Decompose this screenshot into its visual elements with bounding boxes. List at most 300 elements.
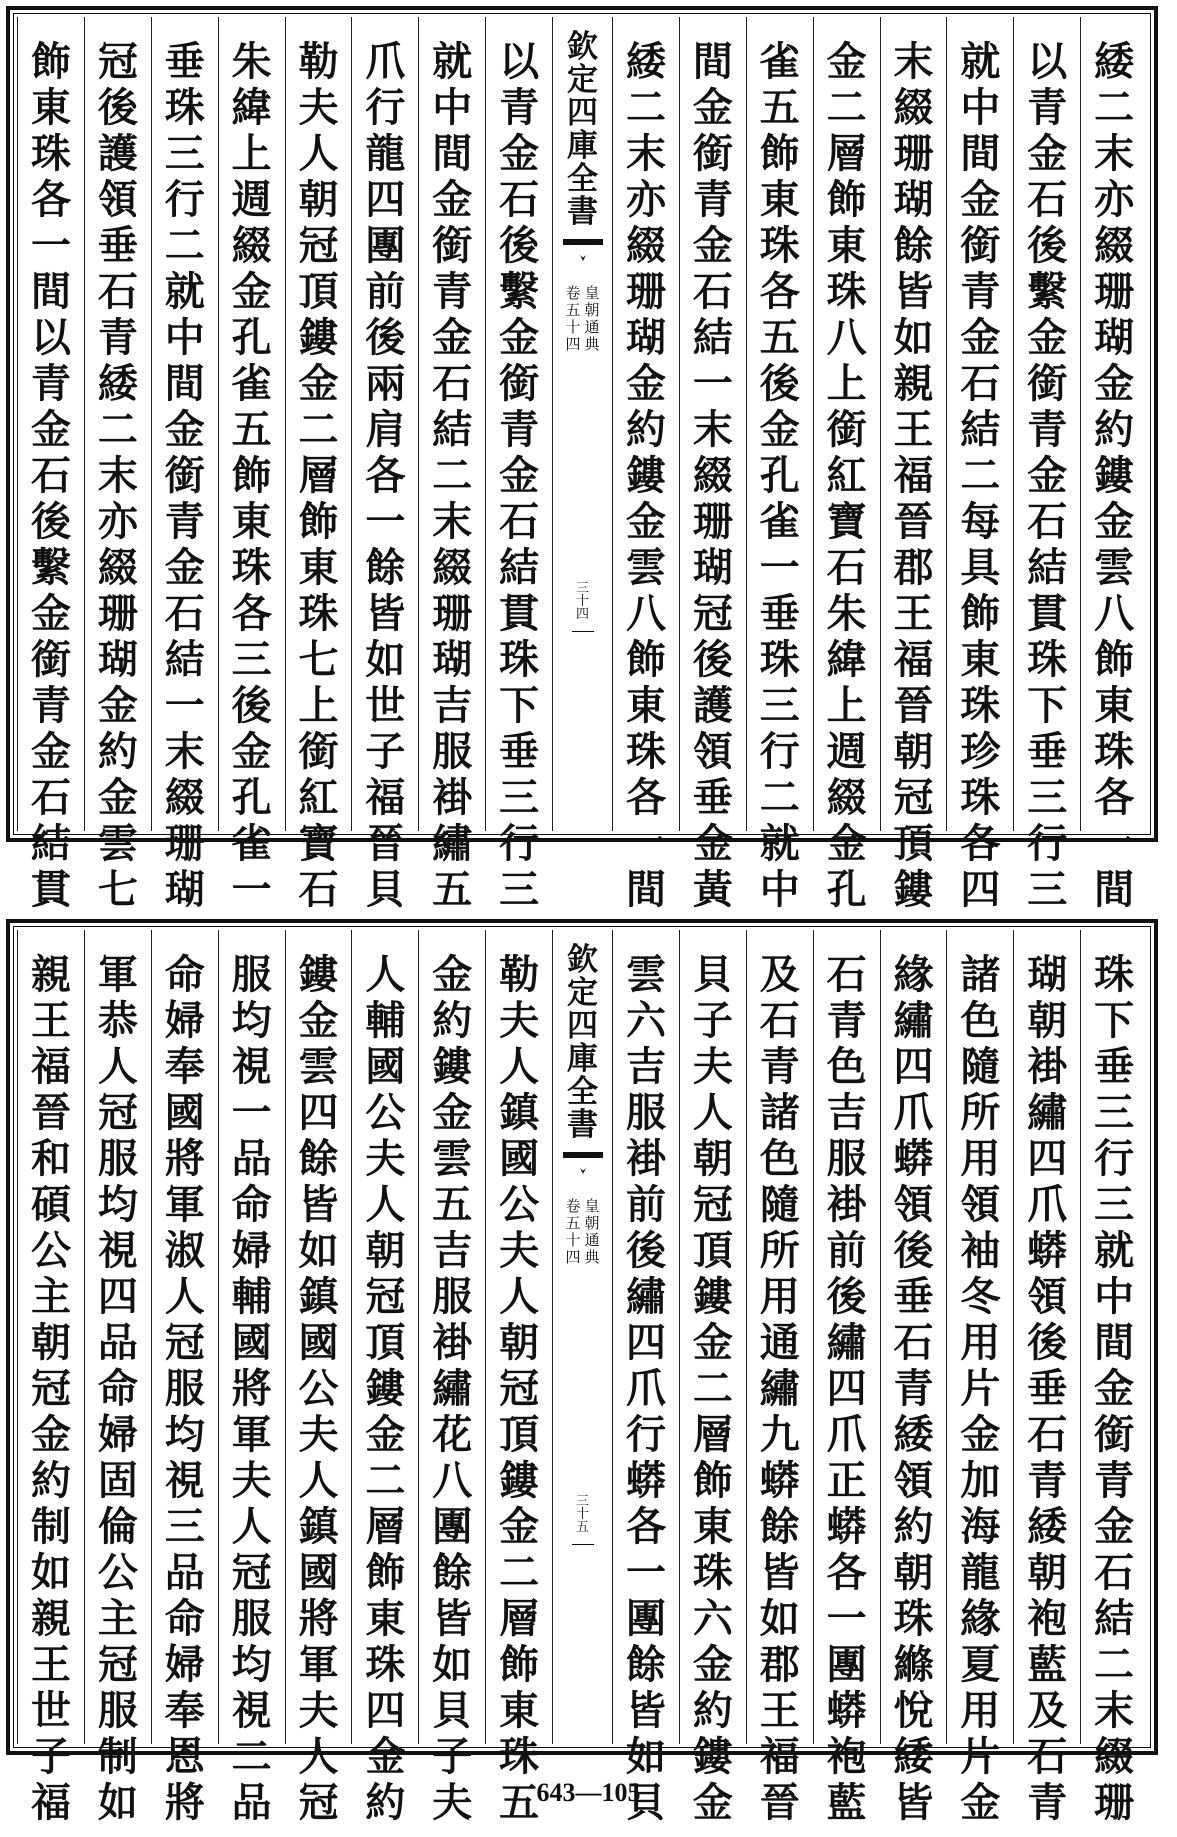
glyph: 垂: [164, 38, 205, 85]
glyph: 石: [499, 498, 540, 545]
glyph: 金: [499, 452, 540, 499]
folio-glyph: 十: [576, 1507, 590, 1522]
glyph: 垂: [893, 1273, 934, 1320]
glyph: 鎮: [298, 1503, 339, 1550]
glyph: 冠: [893, 774, 934, 821]
glyph: 各: [759, 268, 800, 315]
glyph: 朝: [893, 1549, 934, 1596]
glyph: 朱: [231, 38, 272, 85]
glyph: 夫: [365, 1135, 406, 1182]
glyph: 就: [960, 38, 1001, 85]
glyph: 繡: [625, 1273, 666, 1320]
glyph: 就: [432, 38, 473, 85]
glyph: 石: [1027, 1733, 1068, 1780]
glyph: 均: [164, 1411, 205, 1458]
glyph: 層: [298, 452, 339, 499]
glyph: 餘: [298, 1135, 339, 1182]
glyph: 孔: [231, 314, 272, 361]
glyph: 輔: [231, 1273, 272, 1320]
glyph: 冠: [97, 38, 138, 85]
glyph: 金: [625, 360, 666, 407]
glyph: 綴: [97, 544, 138, 591]
glyph: 東: [625, 682, 666, 729]
book-title: [567, 930, 598, 1142]
glyph: 團: [625, 1595, 666, 1642]
glyph: 珠: [759, 636, 800, 683]
glyph: 悅: [893, 1687, 934, 1734]
glyph: 金: [1094, 1503, 1135, 1550]
glyph: 銜: [960, 222, 1001, 269]
book-title: [567, 17, 598, 229]
glyph: 間: [1094, 1319, 1135, 1366]
glyph: 金: [31, 728, 72, 775]
glyph: 結: [692, 314, 733, 361]
glyph: 國: [231, 1319, 272, 1366]
glyph: 金: [692, 820, 733, 867]
glyph: 頂: [499, 1411, 540, 1458]
glyph: 藍: [826, 1779, 867, 1826]
glyph: 冠: [499, 1365, 540, 1412]
glyph: 行: [365, 84, 406, 131]
glyph: 蟒: [625, 1457, 666, 1504]
glyph: 婦: [231, 1227, 272, 1274]
glyph: 朝: [1027, 997, 1068, 1044]
glyph: 團: [365, 222, 406, 269]
glyph: 石: [164, 590, 205, 637]
glyph: 東: [499, 1687, 540, 1734]
glyph: 二: [625, 84, 666, 131]
glyph: 王: [759, 1687, 800, 1734]
glyph: 石: [826, 544, 867, 591]
glyph: 珠: [826, 268, 867, 315]
text-column: [218, 17, 285, 913]
glyph: 皆: [432, 1595, 473, 1642]
glyph: 石: [1027, 1411, 1068, 1458]
glyph: 諸: [759, 1089, 800, 1136]
glyph: 冠: [97, 1089, 138, 1136]
text-column: [813, 930, 880, 1826]
glyph: 淑: [164, 1227, 205, 1274]
glyph: 領: [1027, 1273, 1068, 1320]
glyph: 約: [97, 728, 138, 775]
glyph: 隨: [759, 1181, 800, 1228]
glyph: 五: [759, 84, 800, 131]
chapter-number: [566, 285, 581, 353]
glyph: 子: [692, 997, 733, 1044]
glyph: 東: [298, 544, 339, 591]
glyph: 固: [97, 1457, 138, 1504]
glyph: 福: [31, 1043, 72, 1090]
glyph: 銜: [432, 222, 473, 269]
glyph: 後: [1027, 1319, 1068, 1366]
glyph: 金: [692, 1319, 733, 1366]
glyph: 東: [692, 1503, 733, 1550]
glyph: 後: [893, 1227, 934, 1274]
glyph: 行: [164, 176, 205, 223]
text-column: [946, 17, 1013, 913]
glyph: 龍: [960, 1549, 1001, 1596]
glyph: 石: [31, 774, 72, 821]
text-columns: [17, 17, 1147, 913]
glyph: 視: [164, 1457, 205, 1504]
glyph: 子: [432, 1733, 473, 1780]
glyph: 金: [1094, 360, 1135, 407]
glyph: 用: [960, 1687, 1001, 1734]
glyph: 二: [231, 1733, 272, 1780]
glyph: 金: [31, 406, 72, 453]
glyph: 貝: [692, 951, 733, 998]
glyph: 鏤: [625, 452, 666, 499]
glyph: 雲: [432, 1135, 473, 1182]
glyph: 二: [298, 406, 339, 453]
glyph: 碩: [31, 1181, 72, 1228]
glyph: 餘: [893, 222, 934, 269]
glyph: 人: [499, 1273, 540, 1320]
glyph: 黃: [692, 866, 733, 913]
glyph: 銜: [692, 130, 733, 177]
glyph: 亦: [1094, 176, 1135, 223]
glyph: 緣: [893, 951, 934, 998]
sub-glyph: 朝: [584, 1214, 600, 1232]
glyph: 金: [625, 498, 666, 545]
glyph: 金: [432, 314, 473, 361]
text-column: [84, 17, 151, 913]
glyph: 一: [826, 1595, 867, 1642]
glyph: 鏤: [692, 1273, 733, 1320]
glyph: 勒: [499, 951, 540, 998]
glyph: 金: [164, 406, 205, 453]
glyph: 品: [164, 1549, 205, 1596]
glyph: 金: [97, 774, 138, 821]
glyph: 六: [692, 1595, 733, 1642]
glyph: 制: [97, 1733, 138, 1780]
text-column: [679, 17, 746, 913]
glyph: 晉: [759, 1779, 800, 1826]
text-column: [1080, 17, 1147, 913]
glyph: 瑚: [432, 636, 473, 683]
glyph: 上: [826, 360, 867, 407]
glyph: 色: [960, 997, 1001, 1044]
glyph: 緌: [893, 1733, 934, 1780]
glyph: 綴: [1094, 1733, 1135, 1780]
glyph: 以: [1027, 38, 1068, 85]
glyph: 鎮: [499, 1089, 540, 1136]
glyph: 人: [97, 1043, 138, 1090]
glyph: 金: [298, 360, 339, 407]
glyph: 服: [231, 1595, 272, 1642]
glyph: 五: [432, 866, 473, 913]
glyph: 三: [231, 636, 272, 683]
glyph: 服: [432, 1273, 473, 1320]
section-title: [585, 285, 600, 353]
glyph: 末: [893, 38, 934, 85]
text-column: [1080, 930, 1147, 1826]
glyph: 服: [826, 1135, 867, 1182]
glyph: 二: [960, 452, 1001, 499]
glyph: 繡: [432, 820, 473, 867]
text-column: [285, 17, 352, 913]
glyph: 品: [97, 1319, 138, 1366]
glyph: 青: [1094, 1457, 1135, 1504]
glyph: 中: [432, 84, 473, 131]
glyph: 鏤: [298, 314, 339, 361]
glyph: 下: [1094, 997, 1135, 1044]
glyph: 繡: [759, 1365, 800, 1412]
glyph: 冠: [298, 1779, 339, 1826]
glyph: 用: [759, 1273, 800, 1320]
text-column: [418, 930, 485, 1826]
glyph: 金: [960, 314, 1001, 361]
sub-glyph: 卷: [565, 284, 581, 302]
glyph: 瑚: [692, 544, 733, 591]
glyph: 金: [960, 1779, 1001, 1826]
sub-glyph: 通: [584, 1231, 600, 1249]
glyph: 後: [692, 636, 733, 683]
glyph: 皆: [893, 1779, 934, 1826]
glyph: 石: [692, 268, 733, 315]
glyph: 就: [759, 820, 800, 867]
folio-glyph: 四: [576, 607, 590, 622]
glyph: 如: [625, 1733, 666, 1780]
glyph: 王: [893, 590, 934, 637]
text-column: [679, 930, 746, 1826]
glyph: 四: [893, 1043, 934, 1090]
glyph: 國: [164, 1089, 205, 1136]
glyph: 朝: [893, 728, 934, 775]
glyph: 石: [759, 997, 800, 1044]
glyph: 間: [1094, 866, 1135, 913]
glyph: 倫: [97, 1503, 138, 1550]
glyph: 約: [31, 1457, 72, 1504]
title-glyph: 書: [567, 1107, 599, 1143]
glyph: 二: [164, 222, 205, 269]
glyph: 各: [826, 1549, 867, 1596]
glyph: 銜: [499, 360, 540, 407]
glyph: 寶: [826, 498, 867, 545]
glyph: 鏤: [893, 866, 934, 913]
glyph: 瑚: [625, 314, 666, 361]
glyph: 人: [692, 1089, 733, 1136]
center-fold: [552, 930, 612, 1744]
glyph: 緌: [893, 1411, 934, 1458]
glyph: 國: [365, 1043, 406, 1090]
title-glyph: 庫: [567, 128, 599, 164]
glyph: 雲: [97, 820, 138, 867]
glyph: 夫: [499, 997, 540, 1044]
glyph: 前: [365, 268, 406, 315]
glyph: 蟒: [1027, 1227, 1068, 1274]
glyph: 一: [365, 498, 406, 545]
glyph: 繡: [1027, 1089, 1068, 1136]
glyph: 金: [499, 130, 540, 177]
glyph: 間: [432, 130, 473, 177]
glyph: 金: [1094, 1365, 1135, 1412]
glyph: 三: [1027, 774, 1068, 821]
glyph: 龍: [365, 130, 406, 177]
glyph: 約: [893, 1503, 934, 1550]
glyph: 郡: [893, 544, 934, 591]
glyph: 金: [499, 314, 540, 361]
glyph: 公: [298, 1365, 339, 1412]
glyph: 人: [298, 1733, 339, 1780]
glyph: 層: [826, 130, 867, 177]
glyph: 孔: [759, 452, 800, 499]
text-column: [418, 17, 485, 913]
glyph: 瑚: [164, 866, 205, 913]
glyph: 每: [960, 498, 1001, 545]
glyph: 綴: [432, 544, 473, 591]
glyph: 金: [692, 1641, 733, 1688]
glyph: 人: [365, 951, 406, 998]
glyph: 飾: [1094, 636, 1135, 683]
glyph: 飾: [692, 1457, 733, 1504]
glyph: 婦: [164, 997, 205, 1044]
glyph: 命: [164, 1595, 205, 1642]
book-page-top: [6, 6, 1158, 913]
folio-glyph: 五: [576, 1520, 590, 1535]
glyph: 爪: [1027, 1181, 1068, 1228]
glyph: 雲: [625, 544, 666, 591]
glyph: 八: [1094, 590, 1135, 637]
glyph: 正: [826, 1457, 867, 1504]
glyph: 皆: [893, 268, 934, 315]
glyph: 蟒: [826, 1503, 867, 1550]
glyph: 中: [759, 866, 800, 913]
glyph: 團: [826, 1641, 867, 1688]
glyph: 結: [432, 406, 473, 453]
glyph: 後: [1027, 222, 1068, 269]
sub-glyph: 皇: [584, 284, 600, 302]
glyph: 末: [97, 452, 138, 499]
glyph: 緯: [826, 636, 867, 683]
glyph: 婦: [97, 1411, 138, 1458]
glyph: 福: [759, 1733, 800, 1780]
glyph: 東: [759, 176, 800, 223]
glyph: 繫: [499, 268, 540, 315]
glyph: 冠: [298, 222, 339, 269]
glyph: 週: [231, 176, 272, 223]
text-column: [285, 930, 352, 1826]
glyph: 二: [826, 84, 867, 131]
glyph: 垂: [1027, 1365, 1068, 1412]
glyph: 寶: [298, 820, 339, 867]
glyph: 色: [826, 1043, 867, 1090]
glyph: 青: [499, 406, 540, 453]
glyph: 二: [432, 452, 473, 499]
glyph: 垂: [759, 590, 800, 637]
glyph: 三: [164, 130, 205, 177]
glyph: 服: [231, 951, 272, 998]
glyph: 珊: [164, 820, 205, 867]
glyph: 團: [432, 1503, 473, 1550]
glyph: 袍: [1027, 1595, 1068, 1642]
glyph: 金: [1094, 498, 1135, 545]
glyph: 飾: [365, 1549, 406, 1596]
glyph: 一: [31, 222, 72, 269]
glyph: 如: [97, 1779, 138, 1826]
glyph: 花: [432, 1411, 473, 1458]
text-column: [612, 930, 679, 1826]
glyph: 一: [759, 544, 800, 591]
glyph: 結: [499, 544, 540, 591]
glyph: 皆: [365, 590, 406, 637]
glyph: 各: [31, 176, 72, 223]
text-column: [151, 930, 218, 1826]
folio-number: [572, 582, 594, 632]
glyph: 各: [625, 1503, 666, 1550]
glyph: 如: [759, 1595, 800, 1642]
glyph: 貫: [31, 866, 72, 913]
glyph: 前: [826, 1227, 867, 1274]
glyph: 褂: [432, 774, 473, 821]
glyph: 王: [893, 406, 934, 453]
glyph: 青: [692, 176, 733, 223]
glyph: 二: [97, 406, 138, 453]
glyph: 三: [499, 774, 540, 821]
glyph: 夫: [499, 1227, 540, 1274]
glyph: 金: [432, 176, 473, 223]
glyph: 紅: [298, 774, 339, 821]
glyph: 服: [625, 1089, 666, 1136]
glyph: 中: [1094, 1273, 1135, 1320]
sub-glyph: 五: [565, 301, 581, 319]
glyph: 鏤: [1094, 452, 1135, 499]
glyph: 朝: [1027, 1549, 1068, 1596]
glyph: 皆: [298, 1181, 339, 1228]
glyph: 貫: [499, 590, 540, 637]
folio-rule: [572, 631, 594, 632]
text-column: [218, 930, 285, 1826]
glyph: 領: [893, 1181, 934, 1228]
glyph: 皆: [625, 1687, 666, 1734]
glyph: 珠: [893, 1595, 934, 1642]
glyph: 繡: [826, 1319, 867, 1366]
glyph: 飾: [960, 590, 1001, 637]
glyph: 約: [692, 1687, 733, 1734]
glyph: 五: [231, 406, 272, 453]
glyph: 夫: [298, 1411, 339, 1458]
glyph: 七: [298, 636, 339, 683]
glyph: 青: [1027, 1457, 1068, 1504]
glyph: 爪: [826, 1411, 867, 1458]
glyph: 飾: [231, 452, 272, 499]
glyph: 鎮: [298, 1273, 339, 1320]
glyph: 軍: [97, 951, 138, 998]
sub-glyph: 典: [584, 1248, 600, 1266]
glyph: 後: [759, 360, 800, 407]
glyph: 餘: [432, 1549, 473, 1596]
glyph: 石: [31, 452, 72, 499]
glyph: 頂: [692, 1227, 733, 1274]
glyph: 金: [960, 176, 1001, 223]
glyph: 後: [499, 222, 540, 269]
title-glyph: 全: [567, 161, 599, 197]
glyph: 就: [1094, 1227, 1135, 1274]
glyph: 垂: [1094, 1043, 1135, 1090]
glyph: 雲: [298, 1043, 339, 1090]
title-glyph: 定: [567, 975, 599, 1011]
glyph: 福: [893, 452, 934, 499]
glyph: 如: [432, 1641, 473, 1688]
glyph: 行: [759, 728, 800, 775]
glyph: 四: [97, 1273, 138, 1320]
glyph: 護: [692, 682, 733, 729]
glyph: 緯: [231, 84, 272, 131]
glyph: 飾: [826, 176, 867, 223]
section-title: [585, 1198, 600, 1266]
glyph: 瑚: [97, 636, 138, 683]
glyph: 金: [1027, 130, 1068, 177]
